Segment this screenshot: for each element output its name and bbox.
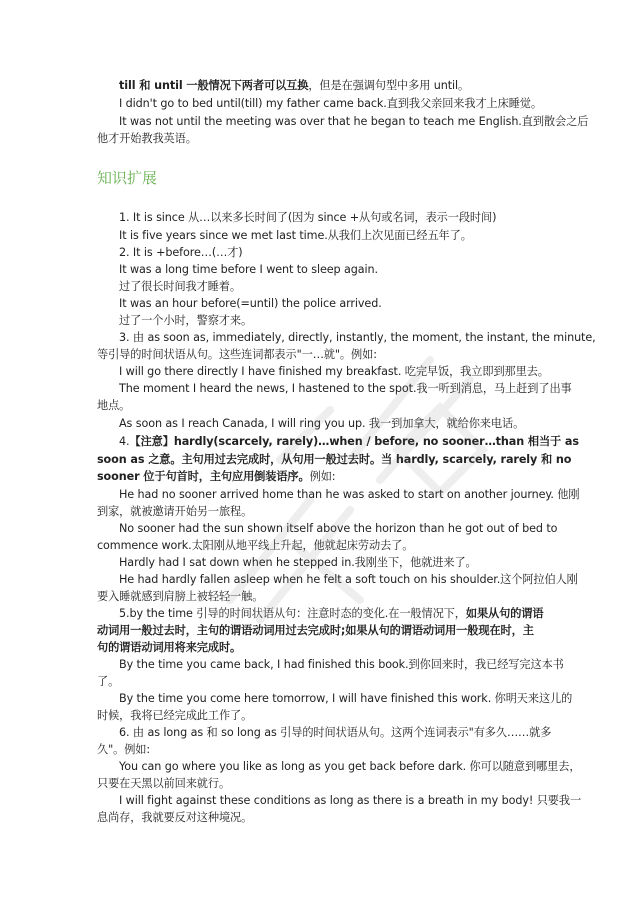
text-line — [97, 538, 413, 554]
bold-text: 句的谓语动词用将来完成时。 — [97, 641, 242, 654]
text-line — [119, 313, 252, 329]
text-run: I didn't go to bed until(till) my father came back.直到我父亲回来我才上床睡觉。 — [119, 97, 542, 110]
text-line — [119, 279, 241, 295]
text-line — [119, 487, 579, 503]
text-line — [97, 640, 241, 656]
text-run: 他才开始教我英语。 — [97, 132, 197, 145]
text-run: 3. 由 as soon as, immediately, directly, instantly, the moment, the instant, the minute, — [119, 331, 596, 344]
text-run: 5.by the time 引导的时间状语从句：注意时态的变化.在一般情况下， — [119, 607, 466, 620]
text-run: It was not until the meeting was over that he began to teach me English.直到散会之后 — [119, 115, 589, 128]
bold-text: 如果从句的谓语 — [465, 607, 544, 620]
text-run: The moment I heard the news, I hastened to the spot.我一听到消息，马上赶到了出事 — [119, 382, 572, 395]
text-run: 地点。 — [97, 399, 131, 412]
text-line — [119, 759, 580, 775]
text-line — [119, 78, 469, 94]
text-run: No sooner had the sun shown itself above the horizon than he got out of bed to — [119, 522, 558, 535]
text-run: 1. It is since 从…以来多长时间了(因为 since +从句或名词，表示一段时间) — [119, 211, 497, 224]
text-line — [97, 776, 230, 792]
text-run: 等引导的时间状语从句。这些连词都表示"一…就"。例如: — [97, 348, 377, 361]
text-line — [119, 228, 472, 244]
text-line — [119, 606, 543, 622]
text-line — [119, 434, 579, 450]
text-line — [119, 416, 524, 432]
bold-text: sooner 位于句首时，主句应用倒装语序。 — [97, 470, 310, 483]
text-run: 时候，我将已经完成此工作了。 — [97, 709, 253, 722]
text-line — [119, 555, 477, 571]
text-run: It is five years since we met last time.从我们上次见面已经五年了。 — [119, 229, 472, 242]
text-line — [97, 398, 130, 414]
text-run: ，但是在强调句型中多用 until。 — [308, 79, 470, 92]
text-line — [97, 810, 252, 826]
bold-text: soon as 之意。主句用过去完成时，从句用一般过去时。当 hardly, scarcely, rarely 和 no — [97, 453, 572, 466]
text-run: As soon as I reach Canada, I will ring you up. 我一到加拿大，就给你来电话。 — [119, 417, 525, 430]
text-line — [119, 381, 572, 397]
text-line — [97, 674, 119, 690]
text-line — [97, 469, 335, 485]
text-line — [119, 210, 496, 226]
text-line — [97, 623, 534, 639]
text-line — [119, 296, 382, 312]
text-run: It was a long time before I went to sleep again. — [119, 263, 378, 276]
text-line — [97, 708, 252, 724]
text-line — [119, 364, 549, 380]
text-line — [97, 589, 263, 605]
text-line — [119, 691, 572, 707]
text-line — [119, 114, 588, 130]
text-run: 要入睡就感到肩膀上被轻轻一触。 — [97, 590, 264, 603]
text-line — [119, 521, 557, 537]
text-run: 过了很长时间我才睡着。 — [119, 280, 241, 293]
text-line — [97, 131, 197, 147]
text-run: I will fight against these conditions as long as there is a breath in my body! 只要我一 — [119, 794, 582, 807]
text-run: 只要在天黑以前回来就行。 — [97, 777, 231, 790]
text-run: 过了一个小时，警察才来。 — [119, 314, 253, 327]
text-run: He had hardly fallen asleep when he felt a soft touch on his shoulder.这个阿拉伯人刚 — [119, 573, 578, 586]
text-run: 到家，就被邀请开始另一旅程。 — [97, 505, 253, 518]
text-line — [97, 347, 377, 363]
text-run: commence work.太阳刚从地平线上升起，他就起床劳动去了。 — [97, 539, 414, 552]
text-line — [119, 572, 578, 588]
text-line — [119, 330, 596, 346]
text-run: 4. — [119, 435, 130, 448]
text-line — [97, 452, 571, 468]
text-run: 例如: — [309, 470, 336, 483]
text-line — [119, 793, 581, 809]
text-run: 2. It is +before…(…才) — [119, 246, 243, 259]
text-run: You can go where you like as long as you get back before dark. 你可以随意到哪里去， — [119, 760, 581, 773]
text-run: By the time you come here tomorrow, I will have finished this work. 你明天来这儿的 — [119, 692, 573, 705]
text-run: I will go there directly I have finished my breakfast. 吃完早饭，我立即到那里去。 — [119, 365, 549, 378]
text-line — [119, 262, 378, 278]
text-run: He had no sooner arrived home than he was asked to start on another journey. 他刚 — [119, 488, 580, 501]
text-run: 久"。例如: — [97, 743, 151, 756]
text-run: 6. 由 as long as 和 so long as 引导的时间状语从句。这两个连词表示"有多久……就多 — [119, 726, 552, 739]
text-run: It was an hour before(=until) the police arrived. — [119, 297, 382, 310]
section-heading: 知识扩展 — [97, 169, 158, 187]
text-run: By the time you came back, I had finished this book.到你回来时，我已经写完这本书 — [119, 658, 564, 671]
text-run: 了。 — [97, 675, 120, 688]
bold-text: 【注意】hardly(scarcely, rarely)…when / before, no sooner…than 相当于 as — [129, 435, 579, 448]
text-run: Hardly had I sat down when he stepped in.我刚坐下，他就进来了。 — [119, 556, 477, 569]
text-line — [97, 504, 252, 520]
text-line — [97, 742, 150, 758]
text-line — [119, 96, 542, 112]
bold-text: till 和 until 一般情况下两者可以互换 — [119, 79, 309, 92]
bold-text: 动词用一般过去时，主句的谓语动词用过去完成时;如果从句的谓语动词用一般现在时，主 — [97, 624, 534, 637]
text-line — [119, 245, 243, 261]
text-run: 息尚存，我就要反对这种境况。 — [97, 811, 253, 824]
text-line — [119, 725, 551, 741]
text-line — [119, 657, 564, 673]
